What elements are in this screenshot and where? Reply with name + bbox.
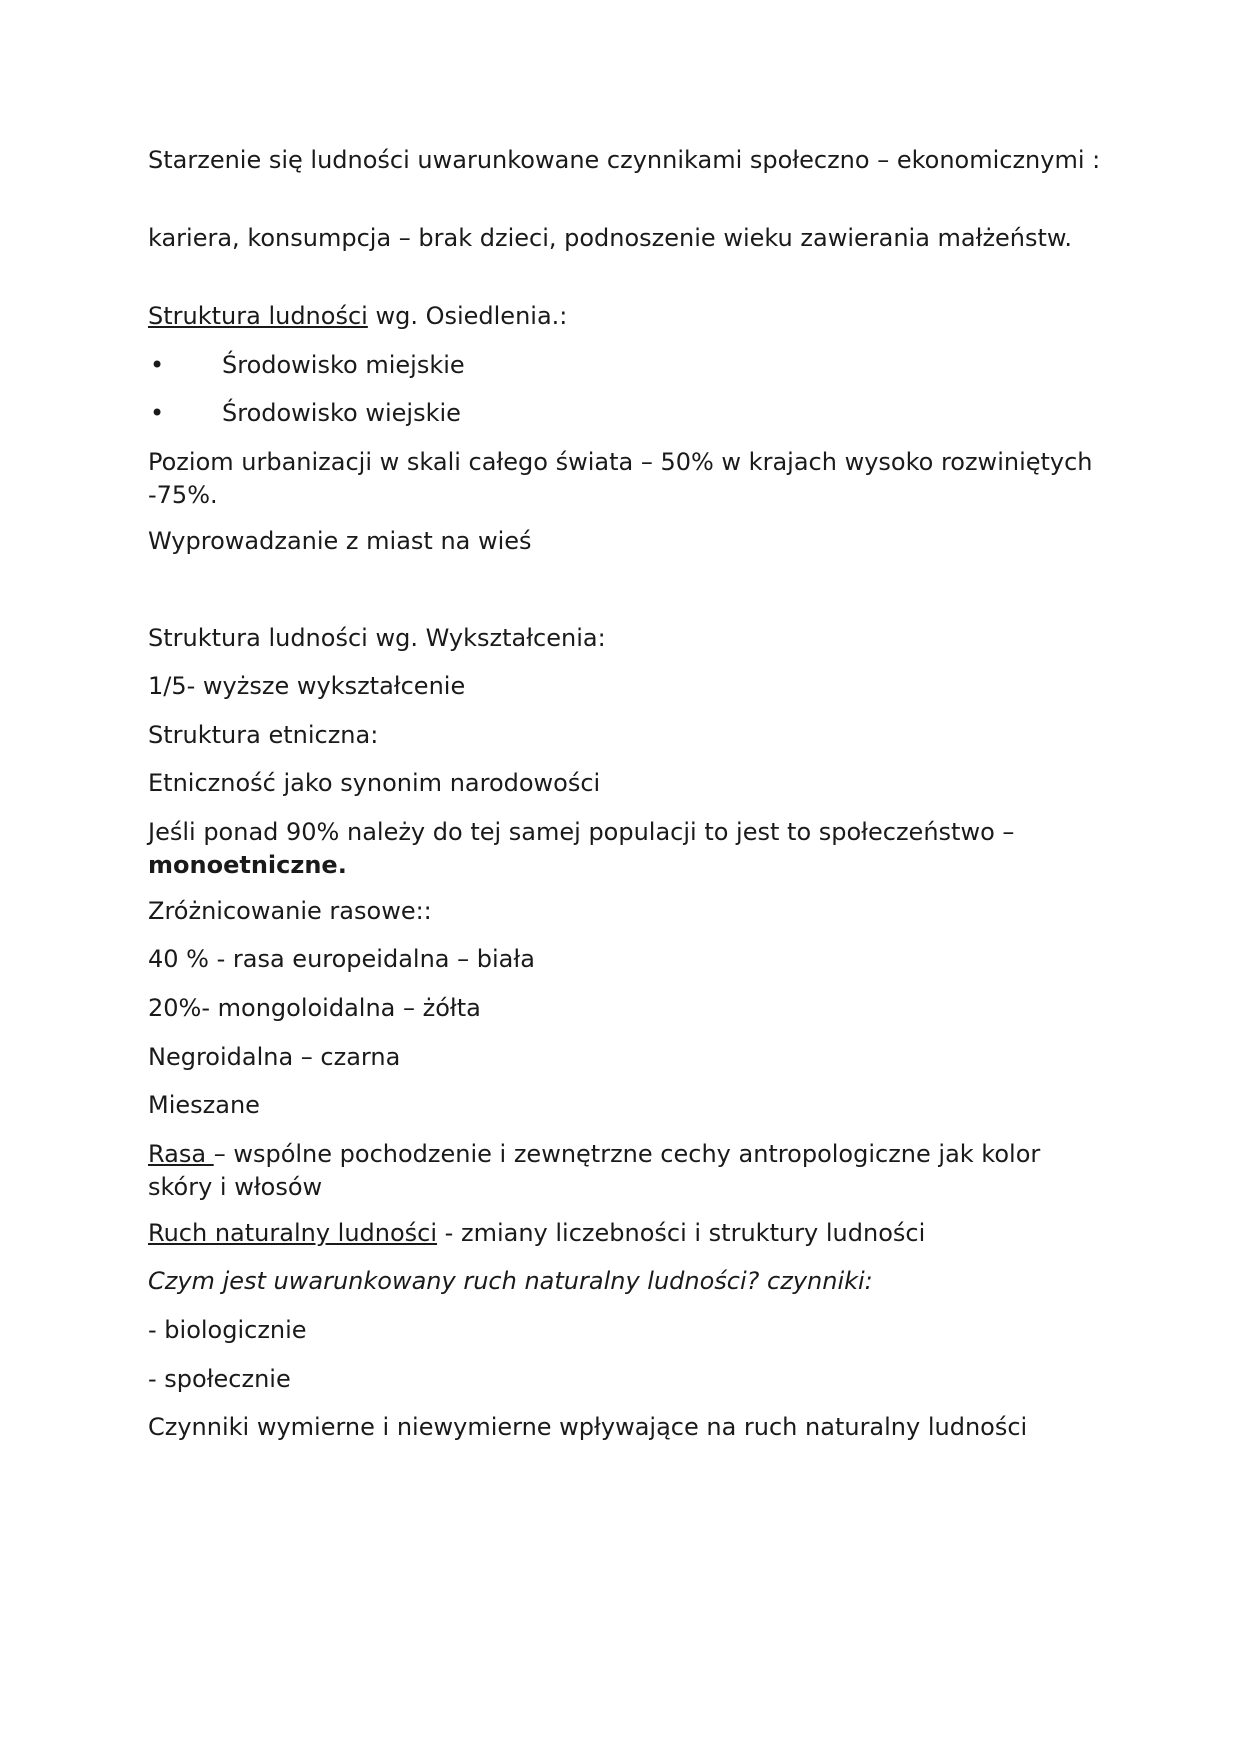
paragraph-text: Wyprowadzanie z miast na wieś (148, 527, 532, 555)
paragraph-text: Czynniki wymierne i niewymierne wpływające na ruch naturalny ludności (148, 1413, 1028, 1441)
paragraph-text: Etniczność jako synonim narodowości (148, 769, 601, 797)
paragraph-text: 40 % - rasa europeidalna – biała (148, 945, 535, 973)
bullet-icon: • (150, 399, 165, 427)
list-item-text: Środowisko miejskie (222, 351, 465, 379)
paragraph-text: Mieszane (148, 1091, 260, 1119)
underlined-term: Rasa (148, 1140, 214, 1168)
paragraph-urbanization (148, 446, 1108, 512)
paragraph-text: – wspólne pochodzenie i zewnętrzne cechy antropologiczne jak kolor skóry i włosów (148, 1140, 1041, 1201)
underlined-term: Ruch naturalny ludności (148, 1219, 438, 1247)
paragraph-text: Starzenie się ludności uwarunkowane czynnikami społeczno – ekonomicznymi : (148, 146, 1101, 174)
paragraph-text: Negroidalna – czarna (148, 1043, 401, 1071)
paragraph-career (148, 222, 1108, 255)
document-page (148, 0, 1108, 1754)
paragraph-text: Jeśli ponad 90% należy do tej samej populacji to jest to społeczeństwo – (148, 818, 1015, 846)
paragraph-education-heading (148, 622, 1108, 655)
paragraph-factors (148, 1411, 1108, 1444)
paragraph-race-definition (148, 1138, 1108, 1204)
list-item-text: Środowisko wiejskie (222, 399, 461, 427)
paragraph-text: Poziom urbanizacji w skali całego świata – 50% w krajach wysoko rozwiniętych -75%. (148, 448, 1093, 509)
paragraph-biological (148, 1314, 1108, 1347)
paragraph-text: kariera, konsumpcja – brak dzieci, podnoszenie wieku zawierania małżeństw. (148, 224, 1072, 252)
paragraph-text: Zróżnicowanie rasowe:: (148, 897, 432, 925)
paragraph-text: 1/5- wyższe wykształcenie (148, 672, 466, 700)
paragraph-text: wg. Osiedlenia.: (367, 302, 568, 330)
italic-text: Czym jest uwarunkowany ruch naturalny ludności? czynniki: (148, 1267, 873, 1295)
paragraph-race-3 (148, 1041, 1108, 1074)
paragraph-settlement-heading (148, 300, 1108, 333)
bullet-icon: • (150, 351, 165, 379)
underlined-term: Struktura ludności (148, 302, 368, 330)
paragraph-text: Struktura ludności wg. Wykształcenia: (148, 624, 606, 652)
list-item (148, 349, 1108, 382)
paragraph-monoethnic (148, 816, 1108, 882)
paragraph-race-4 (148, 1089, 1108, 1122)
bold-term: monoetniczne. (148, 851, 347, 879)
paragraph-race-1 (148, 943, 1108, 976)
paragraph-text: - społecznie (148, 1365, 291, 1393)
paragraph-race-2 (148, 992, 1108, 1025)
paragraph-ethnic-heading (148, 719, 1108, 752)
paragraph-question (148, 1265, 1108, 1298)
paragraph-natural-movement (148, 1217, 1108, 1250)
paragraph-text: - biologicznie (148, 1316, 307, 1344)
paragraph-text: 20%- mongoloidalna – żółta (148, 994, 481, 1022)
paragraph-social (148, 1363, 1108, 1396)
paragraph-aging (148, 144, 1108, 177)
paragraph-moving (148, 525, 1108, 558)
paragraph-text: Struktura etniczna: (148, 721, 379, 749)
paragraph-racial-heading (148, 895, 1108, 928)
paragraph-higher-education (148, 670, 1108, 703)
paragraph-text: - zmiany liczebności i struktury ludności (437, 1219, 926, 1247)
list-item (148, 397, 1108, 430)
paragraph-ethnicity (148, 767, 1108, 800)
